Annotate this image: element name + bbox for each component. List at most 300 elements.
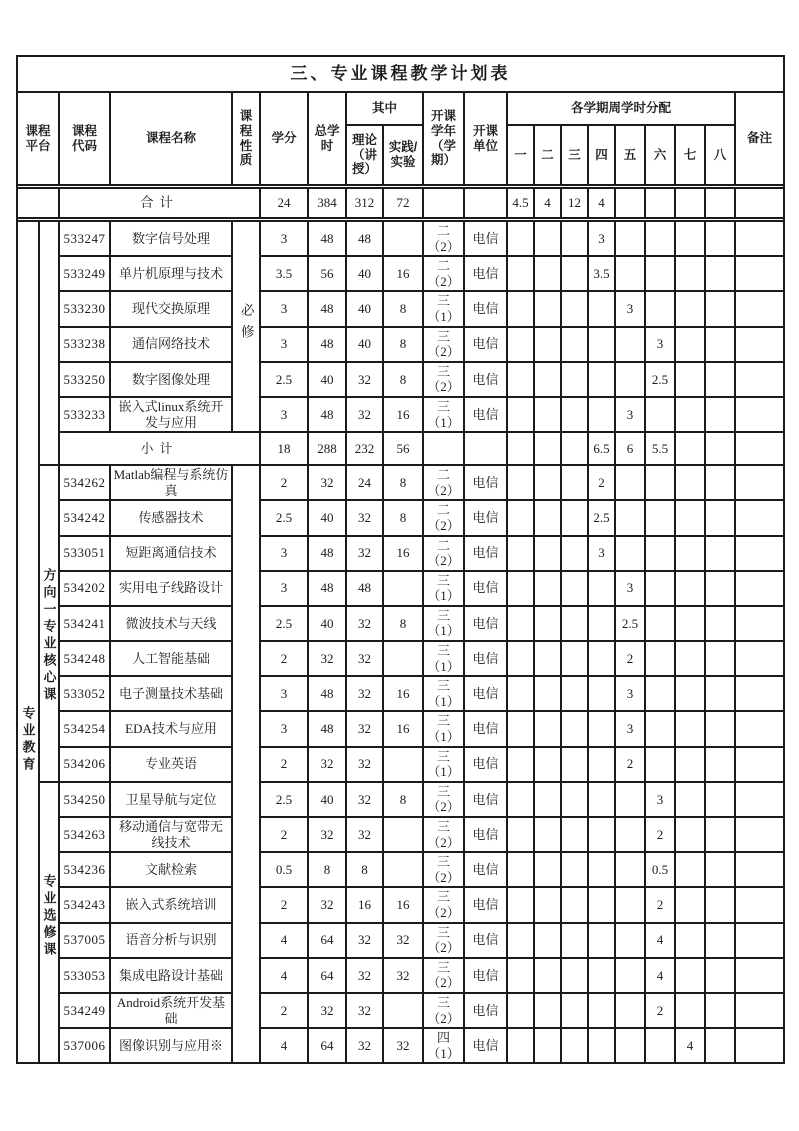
theory-cell: 16 bbox=[346, 887, 383, 922]
course-row bbox=[17, 747, 784, 782]
total-remark-cell bbox=[735, 188, 784, 218]
semester-hours-cell bbox=[561, 711, 588, 746]
semester-hours-cell bbox=[705, 676, 735, 711]
semester-hours-cell bbox=[645, 711, 675, 746]
practice-cell: 32 bbox=[383, 923, 423, 958]
header-course-code: 课程 代码 bbox=[59, 92, 110, 185]
total-sem-7 bbox=[675, 188, 705, 218]
theory-cell: 24 bbox=[346, 465, 383, 500]
semester-hours-cell bbox=[534, 852, 561, 887]
semester-hours-cell bbox=[561, 432, 588, 465]
semester-hours-cell bbox=[507, 817, 534, 852]
header-theory: 理论 （讲 授） bbox=[346, 125, 383, 185]
practice-cell: 56 bbox=[383, 432, 423, 465]
semester-hours-cell bbox=[588, 676, 615, 711]
theory-cell: 32 bbox=[346, 782, 383, 817]
table-title-row bbox=[17, 56, 784, 92]
semester-hours-cell bbox=[705, 1028, 735, 1063]
course-name-cell: 人工智能基础 bbox=[110, 641, 232, 676]
course-code-cell: 534236 bbox=[59, 852, 110, 887]
theory-cell: 32 bbox=[346, 676, 383, 711]
semester-hours-cell bbox=[561, 536, 588, 571]
term-cell: 二 （2） bbox=[423, 256, 464, 291]
unit-cell: 电信 bbox=[464, 852, 507, 887]
theory-cell: 32 bbox=[346, 397, 383, 432]
practice-cell bbox=[383, 852, 423, 887]
course-group-elective-label bbox=[39, 782, 59, 1064]
semester-hours-cell bbox=[675, 500, 705, 535]
course-code-cell: 534248 bbox=[59, 641, 110, 676]
semester-hours-cell bbox=[534, 221, 561, 256]
semester-hours-cell bbox=[675, 993, 705, 1028]
course-row bbox=[17, 993, 784, 1028]
course-row bbox=[17, 817, 784, 852]
unit-cell: 电信 bbox=[464, 291, 507, 326]
semester-hours-cell bbox=[561, 362, 588, 397]
course-row bbox=[17, 571, 784, 606]
term-cell: 三 （2） bbox=[423, 782, 464, 817]
practice-cell: 8 bbox=[383, 782, 423, 817]
semester-hours-cell: 3 bbox=[588, 221, 615, 256]
total-credit: 24 bbox=[260, 188, 308, 218]
semester-hours-cell bbox=[507, 852, 534, 887]
credit-cell: 4 bbox=[260, 1028, 308, 1063]
semester-hours-cell bbox=[561, 852, 588, 887]
course-row bbox=[17, 782, 784, 817]
semester-hours-cell bbox=[675, 362, 705, 397]
theory-cell: 32 bbox=[346, 711, 383, 746]
unit-cell: 电信 bbox=[464, 465, 507, 500]
semester-hours-cell: 3 bbox=[615, 397, 645, 432]
header-credit: 学分 bbox=[260, 92, 308, 185]
theory-cell: 32 bbox=[346, 747, 383, 782]
practice-cell bbox=[383, 641, 423, 676]
semester-hours-cell bbox=[507, 1028, 534, 1063]
semester-hours-cell bbox=[561, 397, 588, 432]
semester-hours-cell bbox=[561, 465, 588, 500]
semester-hours-cell bbox=[534, 993, 561, 1028]
semester-hours-cell bbox=[588, 327, 615, 362]
course-code-cell: 533233 bbox=[59, 397, 110, 432]
course-row bbox=[17, 327, 784, 362]
course-name-cell: 移动通信与宽带无线技术 bbox=[110, 817, 232, 852]
semester-hours-cell: 6 bbox=[615, 432, 645, 465]
course-row bbox=[17, 852, 784, 887]
credit-cell: 3 bbox=[260, 397, 308, 432]
hours-cell: 64 bbox=[308, 923, 346, 958]
semester-hours-cell bbox=[534, 256, 561, 291]
unit-cell: 电信 bbox=[464, 782, 507, 817]
theory-cell: 232 bbox=[346, 432, 383, 465]
course-code-cell: 533238 bbox=[59, 327, 110, 362]
practice-cell: 8 bbox=[383, 465, 423, 500]
semester-hours-cell bbox=[645, 747, 675, 782]
course-code-cell: 533051 bbox=[59, 536, 110, 571]
semester-hours-cell bbox=[675, 536, 705, 571]
term-cell: 二 （2） bbox=[423, 500, 464, 535]
course-row bbox=[17, 362, 784, 397]
semester-hours-cell bbox=[534, 536, 561, 571]
total-sem-6 bbox=[645, 188, 675, 218]
course-name-cell: 通信网络技术 bbox=[110, 327, 232, 362]
semester-hours-cell bbox=[507, 747, 534, 782]
hours-cell: 32 bbox=[308, 465, 346, 500]
header-semester-7: 七 bbox=[675, 125, 705, 185]
semester-hours-cell bbox=[507, 291, 534, 326]
credit-cell: 3 bbox=[260, 711, 308, 746]
term-cell bbox=[423, 432, 464, 465]
remark-cell bbox=[735, 923, 784, 958]
credit-cell: 18 bbox=[260, 432, 308, 465]
practice-cell: 32 bbox=[383, 1028, 423, 1063]
semester-hours-cell: 5.5 bbox=[645, 432, 675, 465]
practice-cell: 32 bbox=[383, 958, 423, 993]
semester-hours-cell: 4 bbox=[645, 958, 675, 993]
course-row bbox=[17, 887, 784, 922]
unit-cell: 电信 bbox=[464, 362, 507, 397]
course-name-cell: 嵌入式linux系统开发与应用 bbox=[110, 397, 232, 432]
hours-cell: 48 bbox=[308, 291, 346, 326]
term-cell: 三 （2） bbox=[423, 887, 464, 922]
credit-cell: 3 bbox=[260, 571, 308, 606]
credit-cell: 3 bbox=[260, 536, 308, 571]
semester-hours-cell bbox=[675, 887, 705, 922]
semester-hours-cell bbox=[507, 256, 534, 291]
remark-cell bbox=[735, 817, 784, 852]
total-practice: 72 bbox=[383, 188, 423, 218]
semester-hours-cell bbox=[705, 432, 735, 465]
semester-hours-cell bbox=[675, 327, 705, 362]
theory-cell: 32 bbox=[346, 500, 383, 535]
semester-hours-cell bbox=[675, 958, 705, 993]
header-semester-2: 二 bbox=[534, 125, 561, 185]
semester-hours-cell bbox=[615, 852, 645, 887]
subtotal-row bbox=[17, 432, 784, 465]
semester-hours-cell bbox=[507, 782, 534, 817]
practice-cell: 8 bbox=[383, 362, 423, 397]
course-code-cell: 534262 bbox=[59, 465, 110, 500]
semester-hours-cell bbox=[534, 817, 561, 852]
semester-hours-cell bbox=[615, 327, 645, 362]
semester-hours-cell bbox=[675, 465, 705, 500]
remark-cell bbox=[735, 291, 784, 326]
unit-cell: 电信 bbox=[464, 887, 507, 922]
course-row bbox=[17, 397, 784, 432]
unit-cell: 电信 bbox=[464, 641, 507, 676]
practice-cell bbox=[383, 221, 423, 256]
theory-cell: 32 bbox=[346, 606, 383, 641]
header-semester-6: 六 bbox=[645, 125, 675, 185]
course-plan-table bbox=[16, 55, 785, 1064]
term-cell: 三 （2） bbox=[423, 852, 464, 887]
remark-cell bbox=[735, 465, 784, 500]
total-sem-1: 4.5 bbox=[507, 188, 534, 218]
semester-hours-cell bbox=[675, 782, 705, 817]
practice-cell: 16 bbox=[383, 676, 423, 711]
semester-hours-cell bbox=[588, 571, 615, 606]
credit-cell: 2.5 bbox=[260, 606, 308, 641]
theory-cell: 32 bbox=[346, 923, 383, 958]
semester-hours-cell bbox=[705, 221, 735, 256]
term-cell: 三 （1） bbox=[423, 571, 464, 606]
semester-hours-cell bbox=[561, 571, 588, 606]
semester-hours-cell bbox=[675, 711, 705, 746]
semester-hours-cell bbox=[588, 958, 615, 993]
practice-cell: 16 bbox=[383, 397, 423, 432]
semester-hours-cell bbox=[615, 817, 645, 852]
semester-hours-cell bbox=[675, 256, 705, 291]
practice-cell: 16 bbox=[383, 887, 423, 922]
total-hours: 384 bbox=[308, 188, 346, 218]
hours-cell: 32 bbox=[308, 641, 346, 676]
practice-cell bbox=[383, 571, 423, 606]
semester-hours-cell bbox=[534, 465, 561, 500]
practice-cell bbox=[383, 747, 423, 782]
semester-hours-cell: 2.5 bbox=[645, 362, 675, 397]
semester-hours-cell bbox=[645, 571, 675, 606]
term-cell: 三 （2） bbox=[423, 327, 464, 362]
hours-cell: 48 bbox=[308, 397, 346, 432]
semester-hours-cell bbox=[534, 923, 561, 958]
semester-hours-cell bbox=[561, 291, 588, 326]
practice-cell: 8 bbox=[383, 500, 423, 535]
semester-hours-cell bbox=[588, 993, 615, 1028]
credit-cell: 4 bbox=[260, 958, 308, 993]
semester-hours-cell bbox=[507, 397, 534, 432]
course-group-core-label-text: 方向一专业核心课 bbox=[41, 567, 57, 704]
semester-hours-cell bbox=[534, 606, 561, 641]
semester-hours-cell: 3 bbox=[615, 676, 645, 711]
term-cell: 三 （2） bbox=[423, 817, 464, 852]
semester-hours-cell bbox=[534, 571, 561, 606]
course-code-cell: 533250 bbox=[59, 362, 110, 397]
credit-cell: 2.5 bbox=[260, 362, 308, 397]
course-name-cell: 数字信号处理 bbox=[110, 221, 232, 256]
header-semester-5: 五 bbox=[615, 125, 645, 185]
remark-cell bbox=[735, 571, 784, 606]
course-code-cell: 534254 bbox=[59, 711, 110, 746]
unit-cell: 电信 bbox=[464, 327, 507, 362]
semester-hours-cell bbox=[705, 291, 735, 326]
hours-cell: 64 bbox=[308, 958, 346, 993]
semester-hours-cell bbox=[534, 291, 561, 326]
total-platform-cell bbox=[17, 188, 59, 218]
semester-hours-cell bbox=[561, 958, 588, 993]
semester-hours-cell bbox=[645, 256, 675, 291]
term-cell: 三 （1） bbox=[423, 747, 464, 782]
semester-hours-cell bbox=[561, 256, 588, 291]
course-row bbox=[17, 465, 784, 500]
semester-hours-cell bbox=[705, 500, 735, 535]
hours-cell: 48 bbox=[308, 327, 346, 362]
semester-hours-cell bbox=[705, 536, 735, 571]
semester-hours-cell bbox=[675, 397, 705, 432]
semester-hours-cell bbox=[507, 887, 534, 922]
unit-cell: 电信 bbox=[464, 397, 507, 432]
theory-cell: 48 bbox=[346, 571, 383, 606]
term-cell: 三 （2） bbox=[423, 958, 464, 993]
course-row bbox=[17, 1028, 784, 1063]
semester-hours-cell bbox=[615, 465, 645, 500]
semester-hours-cell: 3 bbox=[645, 327, 675, 362]
semester-hours-cell bbox=[588, 711, 615, 746]
semester-hours-cell bbox=[561, 817, 588, 852]
remark-cell bbox=[735, 747, 784, 782]
semester-hours-cell bbox=[534, 1028, 561, 1063]
header-remark: 备注 bbox=[735, 92, 784, 185]
course-row bbox=[17, 291, 784, 326]
remark-cell bbox=[735, 1028, 784, 1063]
semester-hours-cell bbox=[534, 327, 561, 362]
semester-hours-cell: 6.5 bbox=[588, 432, 615, 465]
unit-cell: 电信 bbox=[464, 571, 507, 606]
semester-hours-cell bbox=[615, 993, 645, 1028]
semester-hours-cell bbox=[507, 432, 534, 465]
header-course-nature: 课程 性质 bbox=[232, 92, 260, 185]
course-code-cell: 533230 bbox=[59, 291, 110, 326]
credit-cell: 2 bbox=[260, 747, 308, 782]
credit-cell: 2 bbox=[260, 887, 308, 922]
semester-hours-cell bbox=[561, 782, 588, 817]
semester-hours-cell bbox=[507, 571, 534, 606]
theory-cell: 32 bbox=[346, 817, 383, 852]
semester-hours-cell: 3 bbox=[615, 291, 645, 326]
semester-hours-cell bbox=[561, 221, 588, 256]
course-name-cell: 语音分析与识别 bbox=[110, 923, 232, 958]
theory-cell: 32 bbox=[346, 641, 383, 676]
header-semester-4: 四 bbox=[588, 125, 615, 185]
semester-hours-cell bbox=[705, 465, 735, 500]
semester-hours-cell bbox=[534, 500, 561, 535]
semester-hours-cell bbox=[588, 887, 615, 922]
credit-cell: 3 bbox=[260, 291, 308, 326]
term-cell: 二 （2） bbox=[423, 465, 464, 500]
semester-hours-cell bbox=[507, 362, 534, 397]
semester-hours-cell bbox=[507, 606, 534, 641]
semester-hours-cell: 2.5 bbox=[615, 606, 645, 641]
theory-cell: 40 bbox=[346, 256, 383, 291]
hours-cell: 48 bbox=[308, 676, 346, 711]
course-row bbox=[17, 711, 784, 746]
remark-cell bbox=[735, 500, 784, 535]
semester-hours-cell bbox=[561, 747, 588, 782]
semester-hours-cell bbox=[705, 782, 735, 817]
practice-cell bbox=[383, 993, 423, 1028]
semester-hours-cell bbox=[588, 817, 615, 852]
course-code-cell: 534202 bbox=[59, 571, 110, 606]
term-cell: 三 （2） bbox=[423, 923, 464, 958]
header-row-1 bbox=[17, 92, 784, 125]
semester-hours-cell bbox=[588, 852, 615, 887]
remark-cell bbox=[735, 887, 784, 922]
semester-hours-cell bbox=[507, 500, 534, 535]
remark-cell bbox=[735, 362, 784, 397]
semester-hours-cell bbox=[507, 993, 534, 1028]
course-name-cell: Android系统开发基础 bbox=[110, 993, 232, 1028]
semester-hours-cell bbox=[561, 887, 588, 922]
header-semester-1: 一 bbox=[507, 125, 534, 185]
hours-cell: 48 bbox=[308, 711, 346, 746]
hours-cell: 56 bbox=[308, 256, 346, 291]
semester-hours-cell bbox=[561, 327, 588, 362]
course-name-cell: 短距离通信技术 bbox=[110, 536, 232, 571]
course-name-cell: 集成电路设计基础 bbox=[110, 958, 232, 993]
credit-cell: 3 bbox=[260, 676, 308, 711]
semester-hours-cell bbox=[705, 362, 735, 397]
semester-hours-cell bbox=[561, 641, 588, 676]
semester-hours-cell bbox=[588, 782, 615, 817]
semester-hours-cell: 2 bbox=[645, 993, 675, 1028]
course-name-cell: 数字图像处理 bbox=[110, 362, 232, 397]
course-code-cell: 534250 bbox=[59, 782, 110, 817]
semester-hours-cell bbox=[705, 641, 735, 676]
semester-hours-cell bbox=[534, 432, 561, 465]
semester-hours-cell bbox=[507, 641, 534, 676]
semester-hours-cell: 3 bbox=[615, 711, 645, 746]
semester-hours-cell bbox=[615, 362, 645, 397]
total-term-cell bbox=[423, 188, 464, 218]
semester-hours-cell bbox=[561, 993, 588, 1028]
total-unit-cell bbox=[464, 188, 507, 218]
course-code-cell: 534241 bbox=[59, 606, 110, 641]
course-name-cell: 微波技术与天线 bbox=[110, 606, 232, 641]
semester-hours-cell: 3 bbox=[588, 536, 615, 571]
semester-hours-cell: 4 bbox=[645, 923, 675, 958]
total-sem-5 bbox=[615, 188, 645, 218]
course-code-cell: 534263 bbox=[59, 817, 110, 852]
practice-cell: 16 bbox=[383, 256, 423, 291]
semester-hours-cell bbox=[705, 327, 735, 362]
nature-required-label-text: 必修 bbox=[238, 303, 254, 347]
semester-hours-cell bbox=[615, 782, 645, 817]
unit-cell: 电信 bbox=[464, 711, 507, 746]
total-sem-3: 12 bbox=[561, 188, 588, 218]
semester-hours-cell: 2.5 bbox=[588, 500, 615, 535]
header-platform: 课程 平台 bbox=[17, 92, 59, 185]
semester-hours-cell bbox=[675, 747, 705, 782]
semester-hours-cell bbox=[534, 641, 561, 676]
course-name-cell: EDA技术与应用 bbox=[110, 711, 232, 746]
unit-cell bbox=[464, 432, 507, 465]
hours-cell: 48 bbox=[308, 571, 346, 606]
remark-cell bbox=[735, 221, 784, 256]
course-row bbox=[17, 536, 784, 571]
course-name-cell: 单片机原理与技术 bbox=[110, 256, 232, 291]
total-label: 合计 bbox=[59, 188, 260, 218]
semester-hours-cell bbox=[705, 887, 735, 922]
term-cell: 二 （2） bbox=[423, 536, 464, 571]
term-cell: 三 （1） bbox=[423, 606, 464, 641]
theory-cell: 32 bbox=[346, 1028, 383, 1063]
semester-hours-cell bbox=[675, 432, 705, 465]
semester-hours-cell bbox=[588, 1028, 615, 1063]
semester-hours-cell bbox=[588, 641, 615, 676]
header-among: 其中 bbox=[346, 92, 423, 125]
semester-hours-cell bbox=[615, 887, 645, 922]
semester-hours-cell bbox=[507, 958, 534, 993]
semester-hours-cell bbox=[561, 676, 588, 711]
semester-hours-cell bbox=[507, 221, 534, 256]
unit-cell: 电信 bbox=[464, 817, 507, 852]
semester-hours-cell bbox=[705, 958, 735, 993]
semester-hours-cell: 3 bbox=[615, 571, 645, 606]
course-row bbox=[17, 500, 784, 535]
semester-hours-cell bbox=[534, 782, 561, 817]
semester-hours-cell: 2 bbox=[588, 465, 615, 500]
credit-cell: 0.5 bbox=[260, 852, 308, 887]
header-course-name: 课程名称 bbox=[110, 92, 232, 185]
semester-hours-cell: 2 bbox=[615, 641, 645, 676]
